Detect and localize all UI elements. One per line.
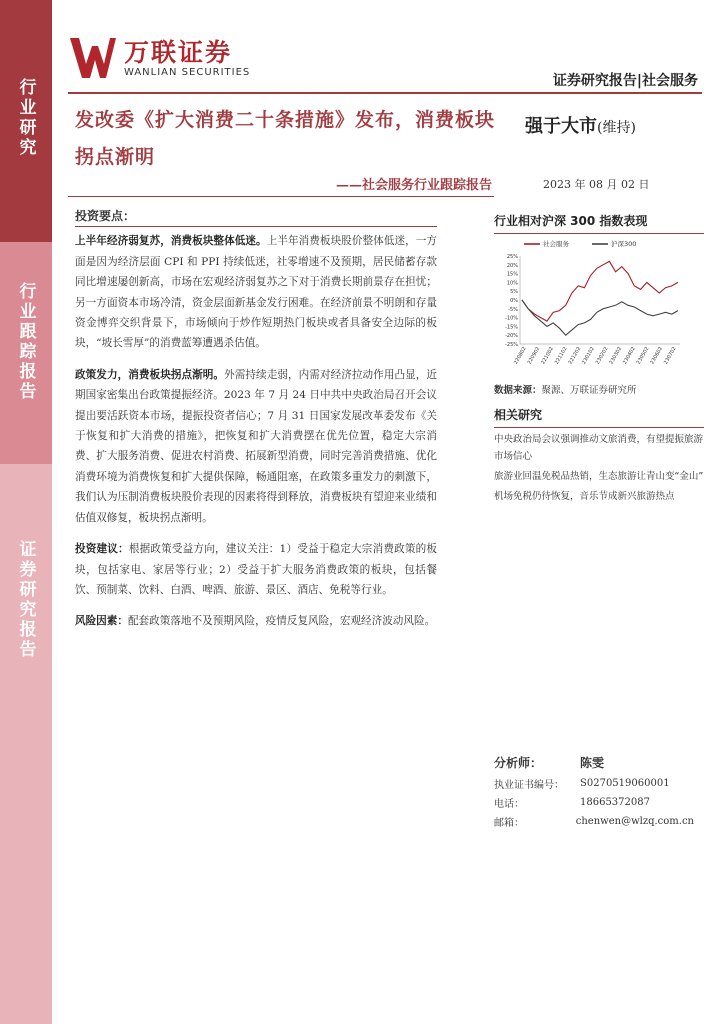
sidebar-label: 证券研究报告 — [15, 540, 36, 660]
sidebar-segment-securities-report — [0, 464, 52, 1024]
y-tick-label: 15% — [506, 271, 518, 278]
y-tick-label: 10% — [506, 280, 518, 287]
x-tick-label: 230302 — [608, 346, 624, 366]
x-tick-label: 230402 — [622, 346, 637, 366]
header-divider — [68, 92, 702, 94]
sidebar-segment-industry-research — [0, 0, 52, 242]
report-type: 证券研究报告|社会服务 — [552, 73, 698, 89]
x-tick-label: 221002 — [540, 346, 556, 366]
chart-heading: 行业相对沪深 300 指数表现 — [494, 212, 704, 234]
legend-label: 社会服务 — [543, 240, 569, 248]
phone-number: 18665372087 — [580, 797, 650, 808]
x-tick-label: 230102 — [581, 346, 596, 366]
y-tick-label: -20% — [505, 333, 518, 340]
sidebar-label: 行业跟踪报告 — [15, 282, 36, 402]
source-label: 数据来源： — [494, 385, 542, 396]
related-research-item[interactable]: 机场免税仍待恢复，音乐节成新兴旅游热点 — [494, 491, 675, 502]
analyst-heading: 分析师： — [494, 755, 543, 770]
x-tick-label: 230202 — [594, 346, 610, 366]
paragraph-text: 上半年消费板块股价整体低迷，一方面是因为经济层面 CPI 和 PPI 持续低迷，社零增速不及预期，居民储蓄存款同比增速屡创新高，市场在宏观经济弱复苏之下对于消费长期前景存在担忧；另一方面资本市场冷清，资金层面新基金发行困难。在经济前景不明朗和存量资金博弈交织背景下，市场倾向于炒作短期热门板块或者具备安全边际的板块，“坡长雪厚”的消费蓝筹遭遇杀估值。 — [75, 235, 438, 350]
key-point-paragraph — [75, 611, 437, 631]
cert-number: S0270519060001 — [580, 778, 670, 789]
key-points-divider — [75, 226, 437, 227]
y-tick-label: 25% — [506, 254, 518, 260]
related-research-item[interactable]: 中央政治局会议强调推动文旅消费，有望提振旅游市场信心 — [494, 434, 704, 462]
analyst-name: 陈雯 — [580, 755, 605, 770]
series-line-csi300 — [522, 300, 678, 335]
key-point-paragraph — [75, 231, 437, 353]
x-tick-label: 221102 — [553, 346, 569, 366]
y-tick-label: 5% — [510, 289, 518, 296]
y-tick-label: -25% — [505, 342, 518, 348]
data-source — [494, 382, 704, 396]
sidebar-label: 行业研究 — [15, 78, 36, 158]
phone-label: 电话： — [494, 799, 524, 810]
y-tick-label: -10% — [505, 315, 518, 322]
related-research-heading: 相关研究 — [494, 406, 704, 428]
paragraph-lead: 风险因素： — [75, 615, 128, 628]
sidebar-segment-tracking-report — [0, 242, 52, 464]
logo-chinese-name: 万联证券 — [124, 37, 233, 67]
y-tick-label: -15% — [505, 324, 518, 331]
sidebar — [0, 0, 52, 1024]
paragraph-text: 外需持续走弱，内需对经济拉动作用凸显，近期国家密集出台政策提振经济。2023 年 7 月 24 日中共中央政治局召开会议提出要活跃资本市场，提振投资者信心；7 月 31 日国家发展改革委发布《关于恢复和扩大消费的措施》，把恢复和扩大消费摆在优先位置，稳定大宗消费、扩大服务消费、促进农村消费、拓展新型消费，同时完善消费措施、优化消费环境为消费恢复和扩大提供保障，畅通阻塞，在政策多重发力的刺激下，我们认为压制消费板块股价表现的因素将得到释放，消费板块有望迎来业绩和估值双修复，板块拐点渐明。 — [75, 368, 438, 524]
paragraph-lead: 上半年经济弱复苏，消费板块整体低迷。 — [75, 235, 267, 248]
x-tick-label: 230702 — [662, 346, 678, 366]
report-date: 2023 年 08 月 02 日 — [543, 178, 650, 191]
x-tick-label: 220902 — [526, 346, 542, 366]
y-tick-label: -5% — [508, 306, 518, 313]
relative-performance-chart — [494, 236, 704, 376]
series-line-social-service — [522, 261, 678, 321]
x-tick-label: 220802 — [512, 346, 528, 366]
sidebar-info-column — [494, 212, 704, 505]
paragraph-lead: 投资建议： — [75, 543, 129, 556]
x-tick-label: 221202 — [567, 346, 583, 366]
report-title: 发改委《扩大消费二十条措施》发布，消费板块拐点渐明 — [75, 109, 496, 168]
wanlian-logo-icon — [70, 38, 116, 78]
chart-svg — [494, 236, 704, 376]
title-divider — [68, 196, 494, 197]
key-points-section — [75, 206, 437, 643]
email-label: 邮箱： — [494, 818, 524, 829]
paragraph-text: 配套政策落地不及预期风险，疫情反复风险，宏观经济波动风险。 — [127, 615, 436, 628]
rating-label: 强于大市 — [525, 116, 597, 137]
x-tick-label: 230602 — [649, 346, 665, 366]
paragraph-lead: 政策发力，消费板块拐点渐明。 — [75, 368, 225, 381]
email-address[interactable]: chenwen@wlzq.com.cn — [575, 816, 694, 827]
y-tick-label: 0% — [510, 298, 518, 304]
analyst-info — [494, 750, 694, 831]
key-point-paragraph — [75, 365, 437, 528]
report-subtitle: ——社会服务行业跟踪报告 — [335, 178, 492, 193]
related-research-item[interactable]: 旅游业回温免税品热销，生态旅游让青山变“金山” — [494, 471, 704, 482]
y-tick-label: 20% — [506, 262, 518, 269]
x-tick-label: 230502 — [635, 346, 651, 366]
logo-english-name: WANLIAN SECURITIES — [124, 66, 251, 78]
industry-rating — [525, 112, 636, 138]
legend-label: 沪深300 — [611, 240, 637, 248]
key-points-heading: 投资要点： — [75, 209, 136, 223]
key-point-paragraph — [75, 539, 437, 600]
cert-label: 执业证书编号： — [494, 780, 564, 791]
source-text: 聚源、万联证券研究所 — [541, 385, 637, 396]
company-logo — [70, 38, 250, 78]
rating-status: (维持) — [597, 120, 636, 136]
paragraph-text: 根据政策受益方向，建议关注：1）受益于稳定大宗消费政策的板块，包括家电、家居等行业；2）受益于扩大服务消费政策的板块，包括餐饮、预制菜、饮料、白酒、啤酒、旅游、景区、酒店、免税等行业。 — [75, 543, 437, 596]
